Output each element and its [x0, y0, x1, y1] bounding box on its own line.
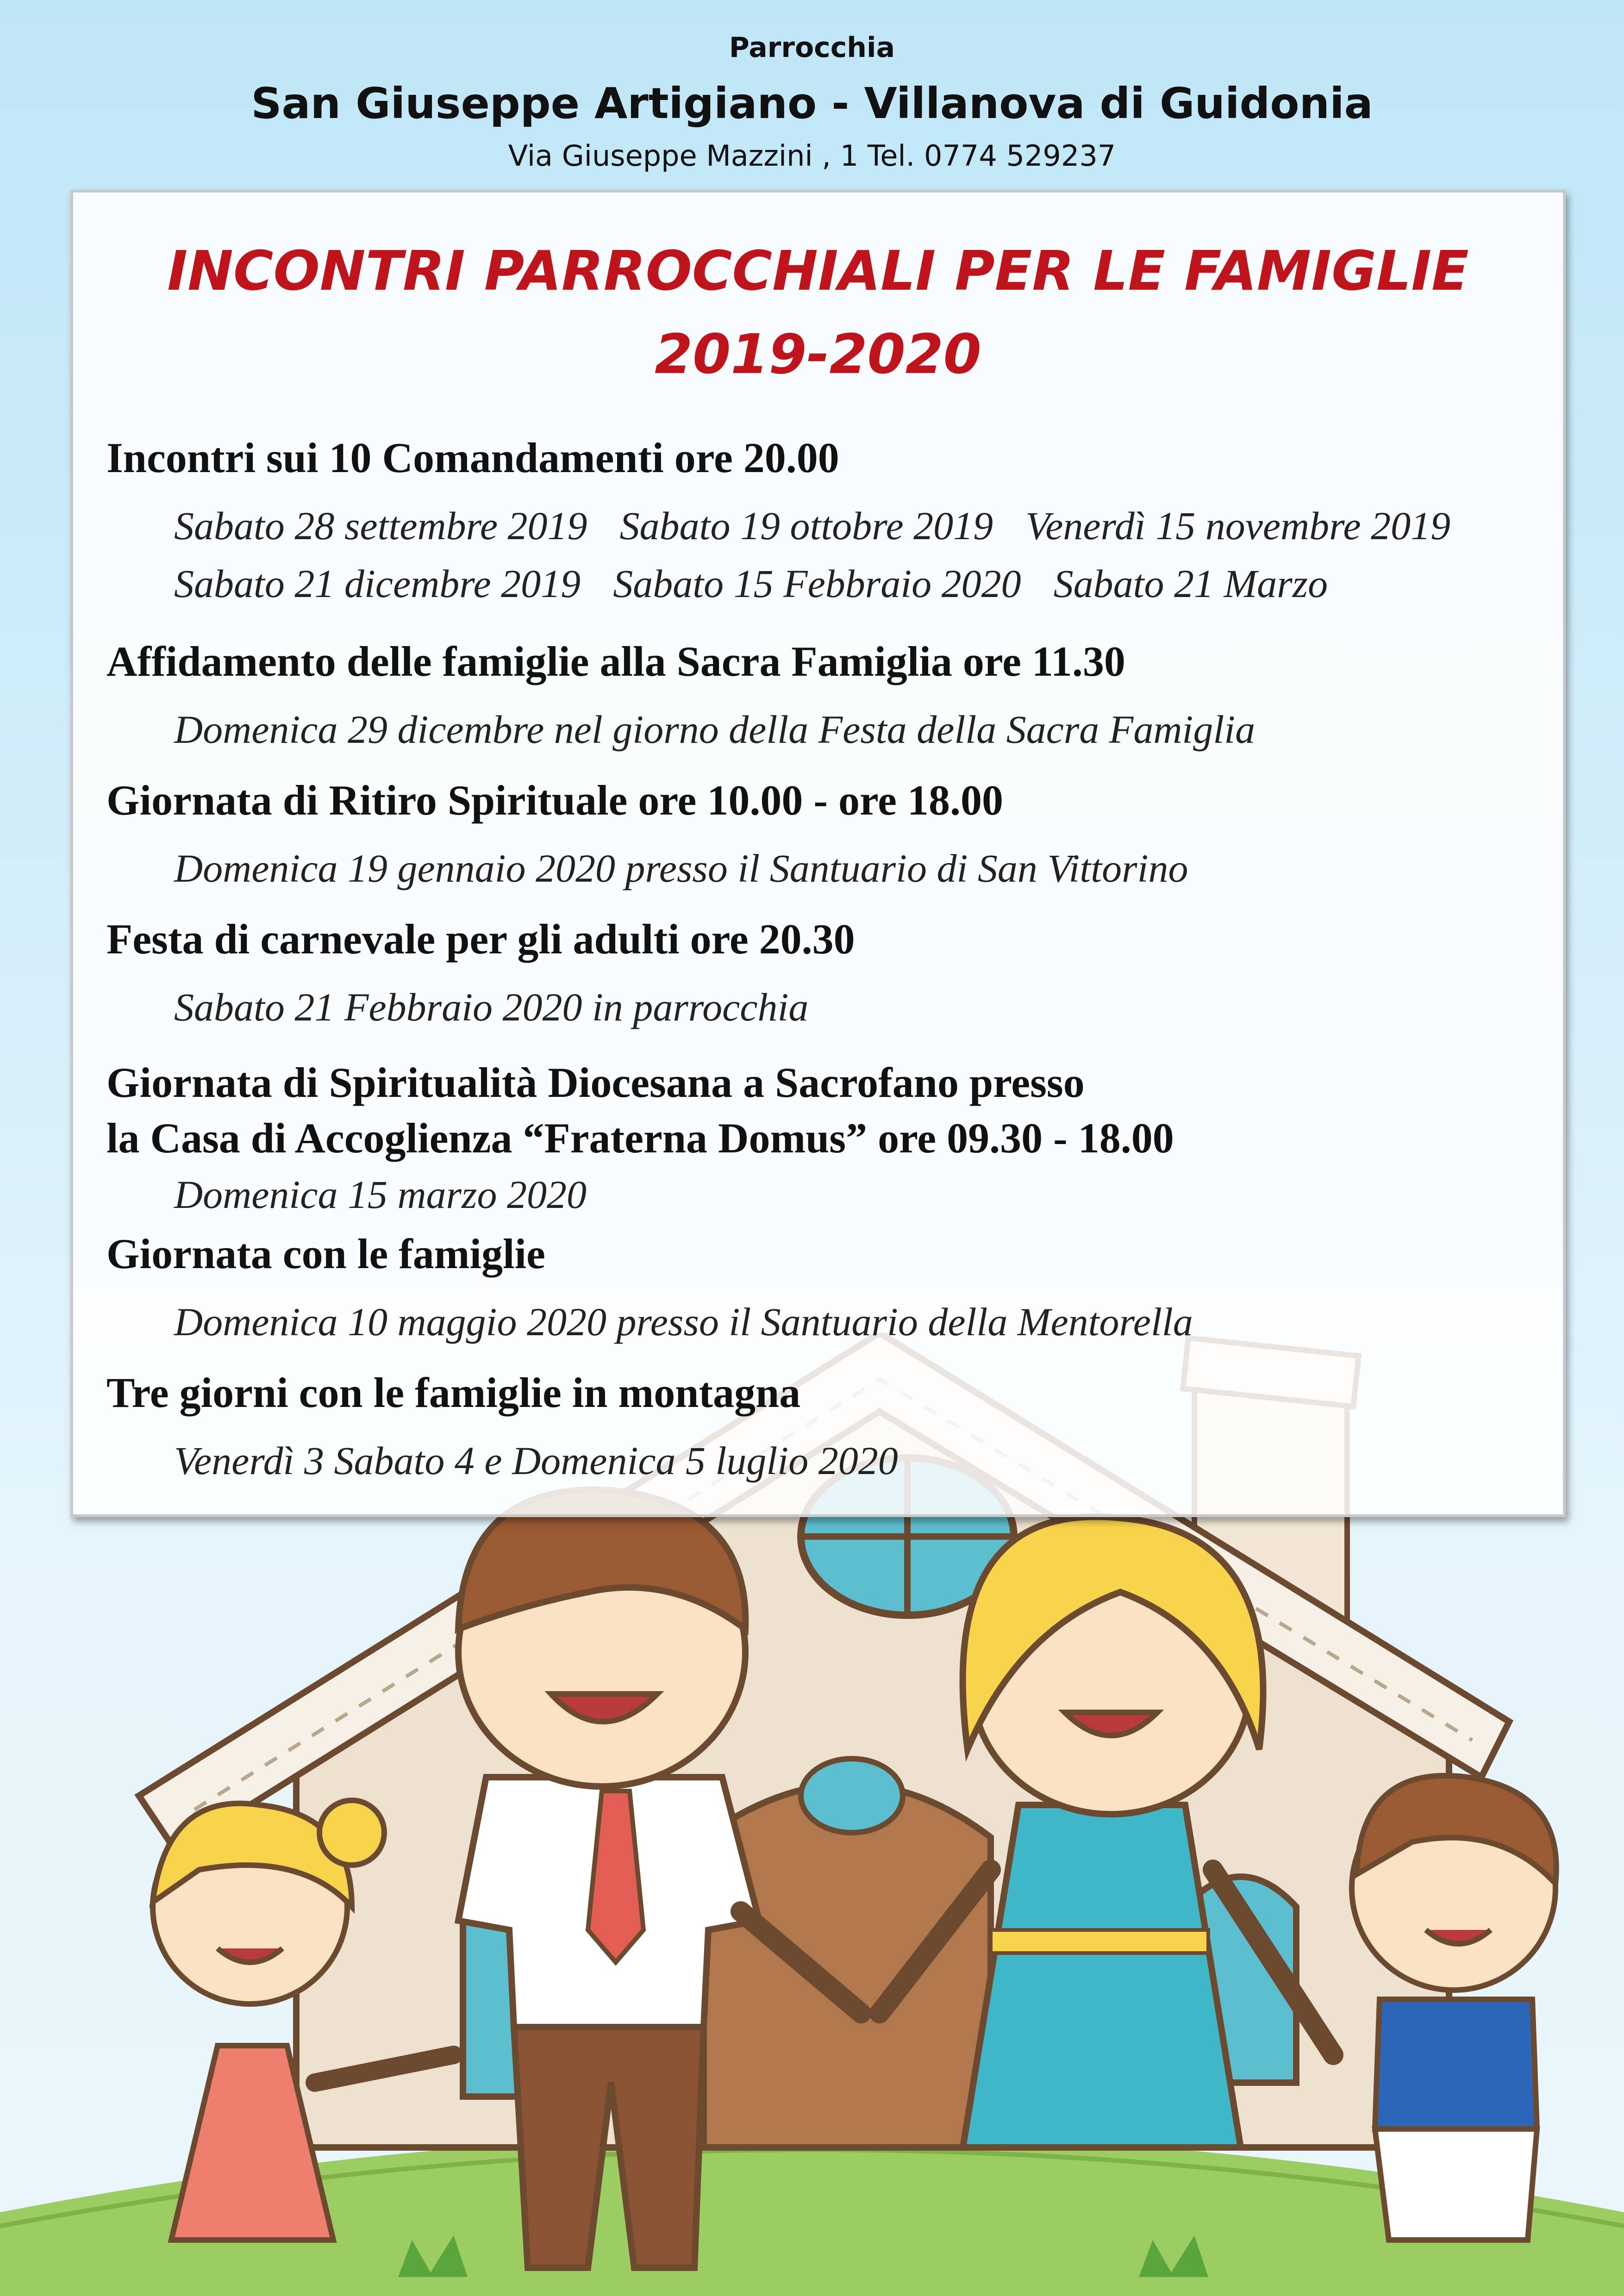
section-heading-spiritualita: Giornata di Spiritualità Diocesana a Sacrofano presso — [106, 1059, 1085, 1106]
section-heading-spiritualita-2: la Casa di Accoglienza “Fraterna Domus” ore 09.30 - 18.00 — [106, 1114, 1174, 1162]
event-date: Sabato 28 settembre 2019 — [174, 504, 587, 548]
event-date: Domenica 10 maggio 2020 presso il Santuario della Mentorella — [174, 1300, 1193, 1344]
section-heading-carnevale: Festa di carnevale per gli adulti ore 20.30 — [106, 915, 855, 963]
event-date: Domenica 19 gennaio 2020 presso il Santuario di San Vittorino — [174, 846, 1188, 890]
section-heading-ritiro: Giornata di Ritiro Spirituale ore 10.00 - ore 18.00 — [106, 777, 1003, 824]
section-heading-comandamenti: Incontri sui 10 Comandamenti ore 20.00 — [106, 434, 839, 481]
event-date: Domenica 29 dicembre nel giorno della Festa della Sacra Famiglia — [174, 707, 1255, 752]
event-date: Venerdì 3 Sabato 4 e Domenica 5 luglio 2020 — [174, 1438, 898, 1483]
events-panel — [70, 190, 1566, 1517]
section-heading-famiglie: Giornata con le famiglie — [106, 1230, 545, 1277]
event-date: Sabato 21 Febbraio 2020 in parrocchia — [174, 985, 809, 1029]
flyer-title: INCONTRI PARROCCHIALI PER LE FAMIGLIE — [167, 239, 1469, 303]
section-heading-montagna: Tre giorni con le famiglie in montagna — [106, 1369, 801, 1416]
dates-row-2 — [174, 560, 1328, 607]
dates-row-1 — [174, 503, 1450, 549]
event-date: Venerdì 15 novembre 2019 — [1025, 504, 1451, 548]
event-date: Sabato 21 dicembre 2019 — [174, 561, 581, 606]
parish-address: Via Giuseppe Mazzini , 1 Tel. 0774 529237 — [508, 139, 1116, 173]
parish-name: San Giuseppe Artigiano - Villanova di Guidonia — [251, 79, 1373, 128]
flyer-year: 2019-2020 — [655, 322, 981, 386]
section-heading-affidamento: Affidamento delle famiglie alla Sacra Famiglia ore 11.30 — [106, 638, 1125, 685]
boy-figure — [1352, 1776, 1556, 2240]
event-date: Sabato 19 ottobre 2019 — [619, 504, 993, 548]
parish-label: Parrocchia — [729, 31, 895, 64]
house-door — [704, 1759, 991, 2147]
event-date: Sabato 15 Febbraio 2020 — [613, 561, 1021, 606]
event-date: Sabato 21 Marzo — [1053, 561, 1328, 606]
event-date: Domenica 15 marzo 2020 — [174, 1172, 587, 1217]
